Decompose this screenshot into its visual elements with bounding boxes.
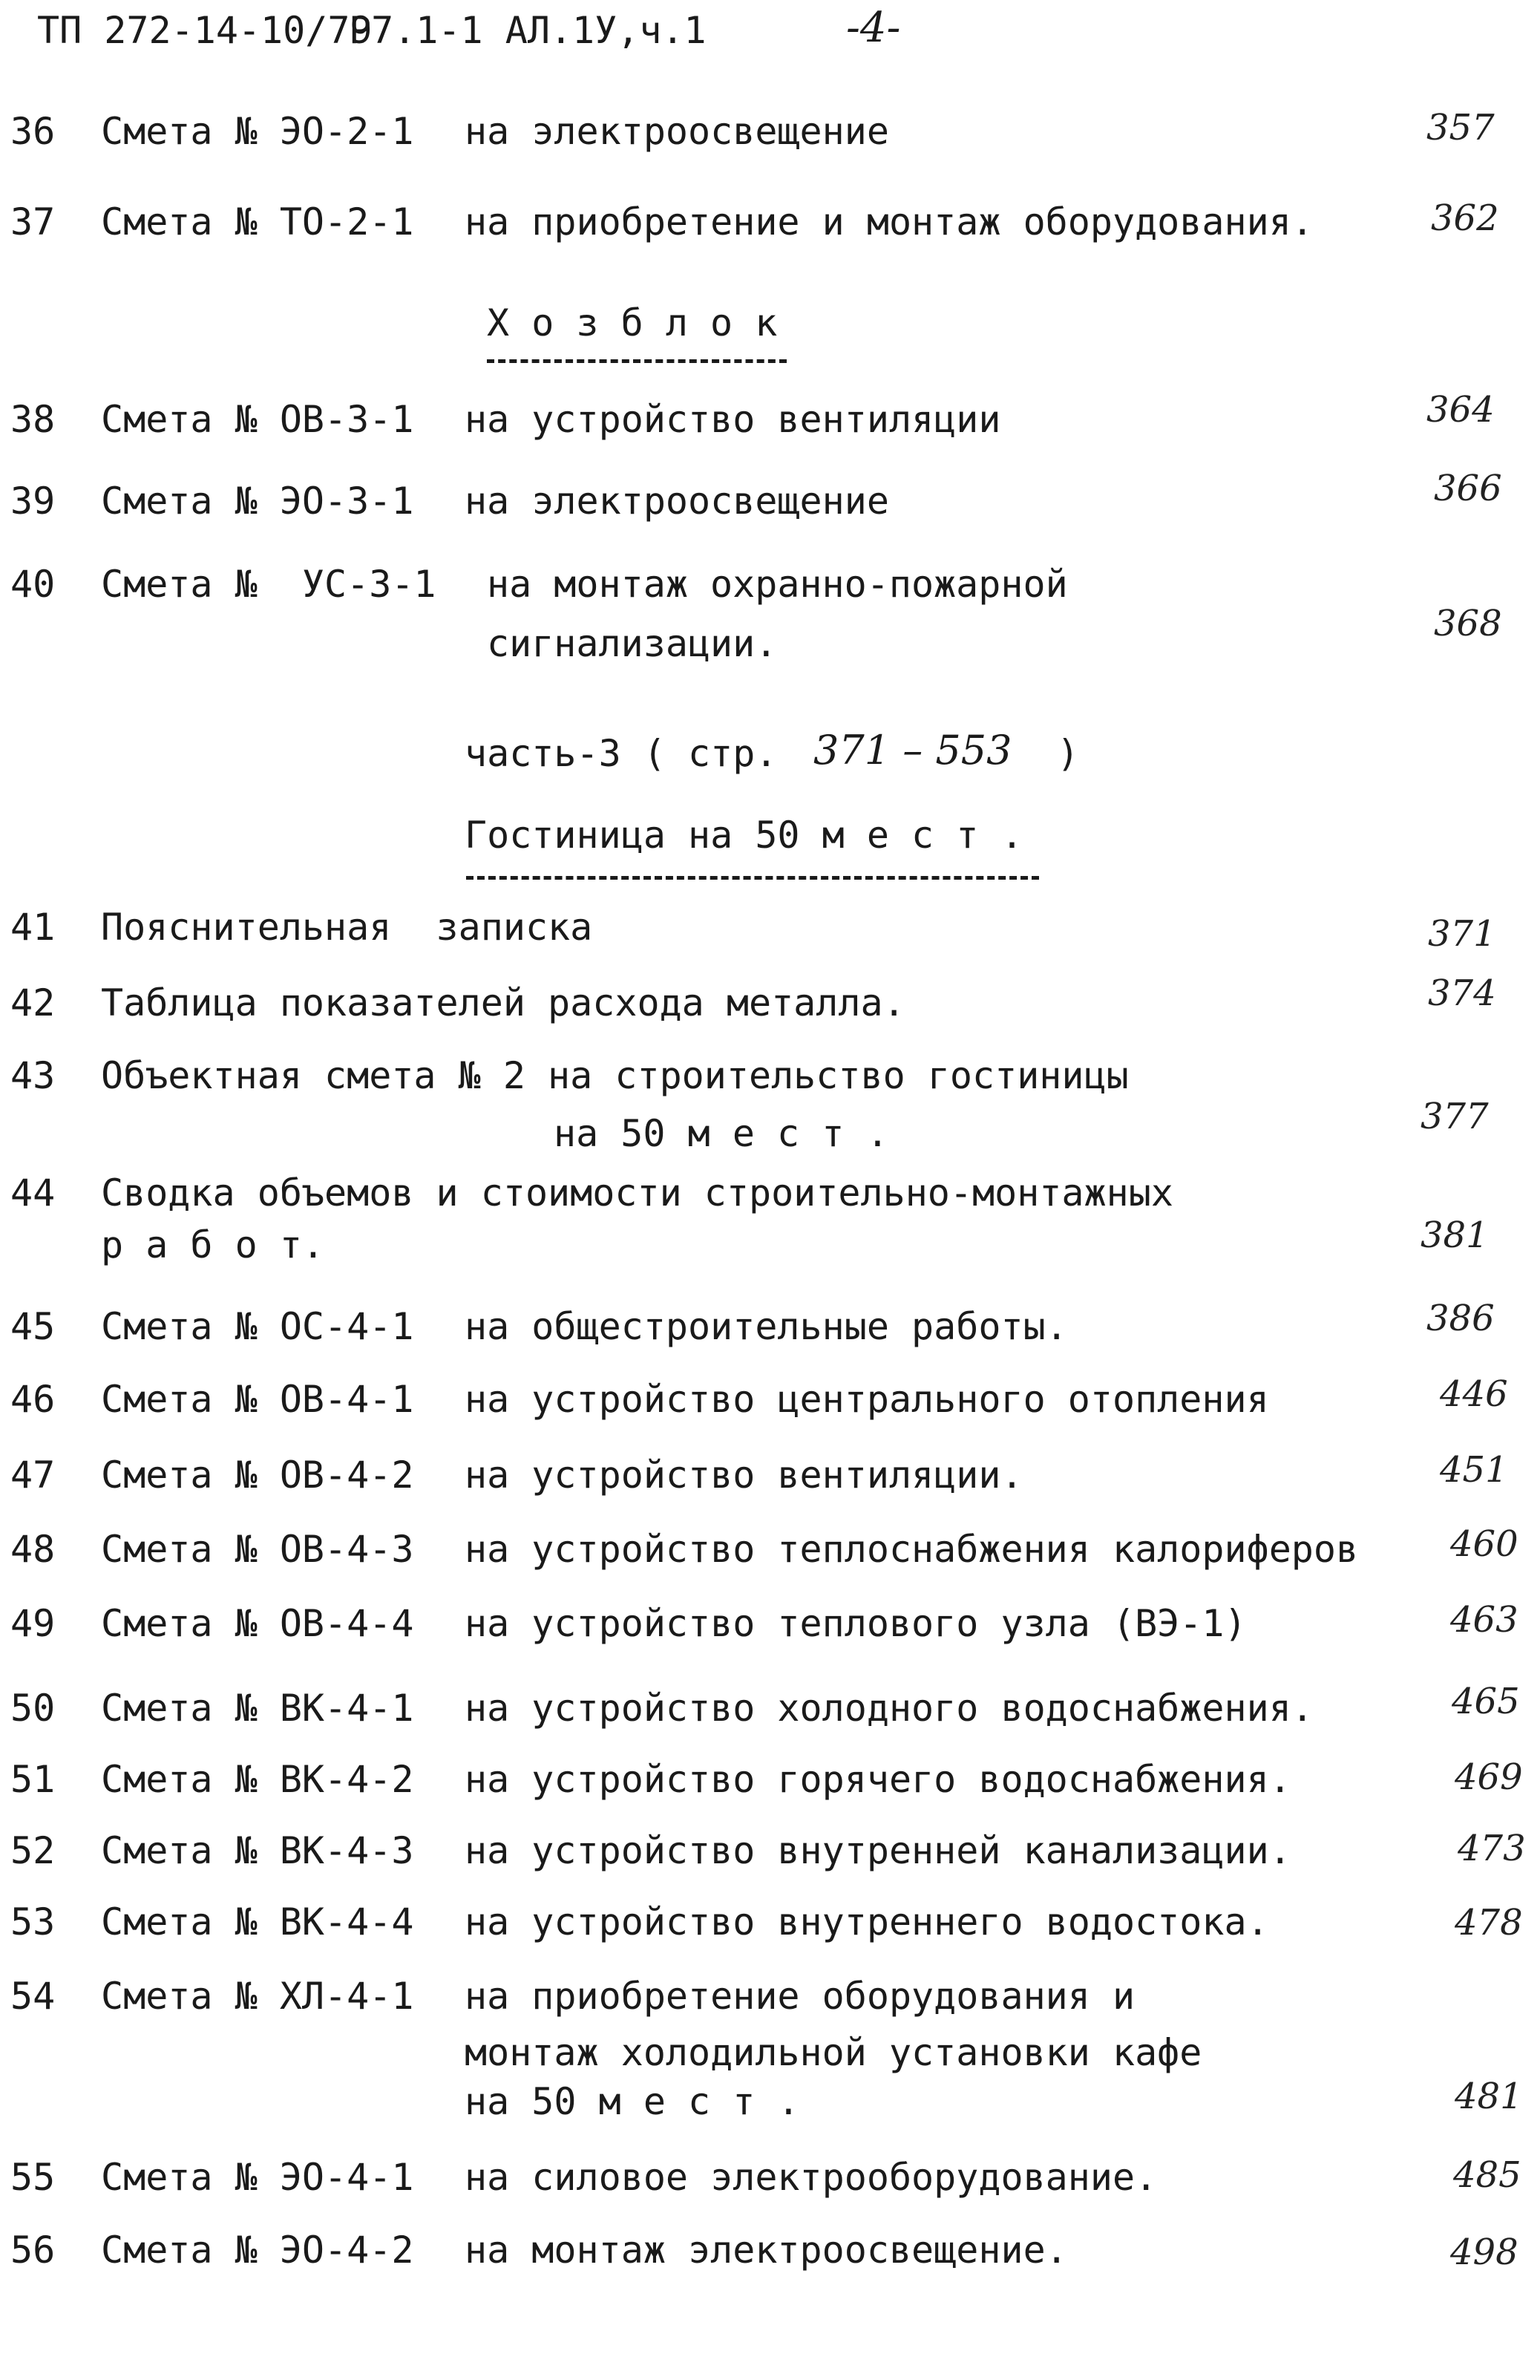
row-desc: на монтаж электроосвещение. [465,2229,1068,2272]
row-num: 41 [10,906,56,949]
row-num: 56 [10,2229,56,2272]
row-doc: Смета № ВК-4-2 [101,1758,414,1801]
row-num: 48 [10,1528,56,1571]
row-desc: на устройство горячего водоснабжения. [465,1758,1291,1801]
row-page: 377 [1421,1096,1489,1137]
row-desc: на устройство вентиляции. [465,1454,1023,1497]
row-doc: Пояснительная записка [101,906,593,949]
row-doc: Смета № ОВ-4-4 [101,1602,414,1645]
row-num: 51 [10,1758,56,1801]
row-desc: на силовое электрооборудование. [465,2156,1158,2199]
section-underline [487,359,787,367]
row-doc: Смета № ОС-4-1 [101,1305,414,1348]
row-doc: Смета № УС-3-1 [101,563,436,606]
row-num: 54 [10,1975,56,2018]
row-doc: Смета № ОВ-4-2 [101,1454,414,1497]
part-heading-suffix: ) [1057,732,1080,775]
row-num: 36 [10,110,56,153]
section-title-hotel: Гостиница на 50 м е с т . [465,814,1023,857]
row-desc: на устройство вентиляции [465,398,1001,441]
row-num: 45 [10,1305,56,1348]
row-doc: Смета № ЭО-3-1 [101,480,414,523]
row-num: 39 [10,480,56,523]
row-doc: Сводка объемов и стоимости строительно-монтажных [101,1171,1173,1214]
row-num: 44 [10,1171,56,1214]
row-desc: на устройство теплоснабжения калориферов [465,1528,1359,1571]
row-page: 451 [1440,1449,1508,1491]
row-doc: Смета № ХЛ-4-1 [101,1975,414,2018]
row-desc-cont: р а б о т. [101,1223,325,1266]
row-page: 364 [1426,389,1495,431]
doc-code: ТП 272-14-10/79 [37,9,373,52]
row-num: 42 [10,981,56,1024]
row-page: 469 [1455,1756,1523,1798]
row-desc: на устройство центрального отопления [465,1378,1269,1421]
section-underline [466,876,1039,883]
row-page: 498 [1450,2232,1518,2273]
row-desc: на устройство теплового узла (ВЭ-1) [465,1602,1247,1645]
row-doc: Смета № ВК-4-3 [101,1829,414,1872]
row-num: 38 [10,398,56,441]
row-page: 386 [1426,1298,1495,1339]
section-title-khozblok: Х о з б л о к [487,301,778,344]
row-page: 374 [1428,972,1496,1014]
row-page: 381 [1421,1214,1489,1256]
row-page: 481 [1455,2076,1523,2117]
row-doc: Объектная смета № 2 на строительство гостиницы [101,1054,1129,1097]
row-num: 53 [10,1900,56,1943]
row-page: 465 [1452,1681,1520,1722]
row-page: 368 [1434,603,1502,644]
part-heading-range: 371 – 553 [813,727,1012,774]
row-page: 371 [1428,913,1496,955]
row-page: 460 [1450,1523,1518,1565]
row-page: 463 [1450,1599,1518,1641]
row-doc: Смета № ЭО-4-2 [101,2229,414,2272]
row-num: 50 [10,1687,56,1730]
row-doc: Смета № ТО-2-1 [101,200,414,243]
row-desc: на электроосвещение [465,110,889,153]
row-doc: Смета № ОВ-3-1 [101,398,414,441]
row-num: 47 [10,1454,56,1497]
row-desc: на устройство внутренней канализации. [465,1829,1291,1872]
row-num: 55 [10,2156,56,2199]
row-desc: на приобретение оборудования и [465,1975,1136,2018]
row-num: 37 [10,200,56,243]
row-doc: Смета № ВК-4-1 [101,1687,414,1730]
row-num: 43 [10,1054,56,1097]
row-desc-cont: на 50 м е с т . [554,1112,889,1155]
row-doc: Таблица показателей расхода металла. [101,981,905,1024]
row-num: 40 [10,563,56,606]
row-num: 46 [10,1378,56,1421]
row-page: 485 [1453,2154,1521,2196]
row-desc: на общестроительные работы. [465,1305,1068,1348]
row-page: 357 [1426,107,1495,148]
row-page: 478 [1455,1902,1523,1943]
album-ref: Р7.1-1 АЛ.1У,ч.1 [349,9,707,52]
row-desc-cont: на 50 м е с т . [465,2080,800,2123]
row-desc-cont: монтаж холодильной установки кафе [465,2031,1202,2074]
row-desc: на устройство холодного водоснабжения. [465,1687,1314,1730]
row-doc: Смета № ОВ-4-3 [101,1528,414,1571]
row-doc: Смета № ЭО-4-1 [101,2156,414,2199]
row-doc: Смета № ЭО-2-1 [101,110,414,153]
row-desc: на приобретение и монтаж оборудования. [465,200,1314,243]
part-heading-prefix: часть-3 ( стр. [465,732,778,775]
row-desc: на монтаж охранно-пожарной [487,563,1068,606]
row-page: 473 [1458,1828,1526,1869]
row-desc: на электроосвещение [465,480,889,523]
row-page: 446 [1440,1373,1508,1415]
row-page: 362 [1431,197,1499,239]
row-desc: на устройство внутреннего водостока. [465,1900,1269,1943]
row-num: 52 [10,1829,56,1872]
row-desc-cont: сигнализации. [487,622,778,665]
page-number: -4- [846,4,901,52]
row-doc: Смета № ВК-4-4 [101,1900,414,1943]
row-doc: Смета № ОВ-4-1 [101,1378,414,1421]
row-num: 49 [10,1602,56,1645]
row-page: 366 [1434,468,1502,509]
